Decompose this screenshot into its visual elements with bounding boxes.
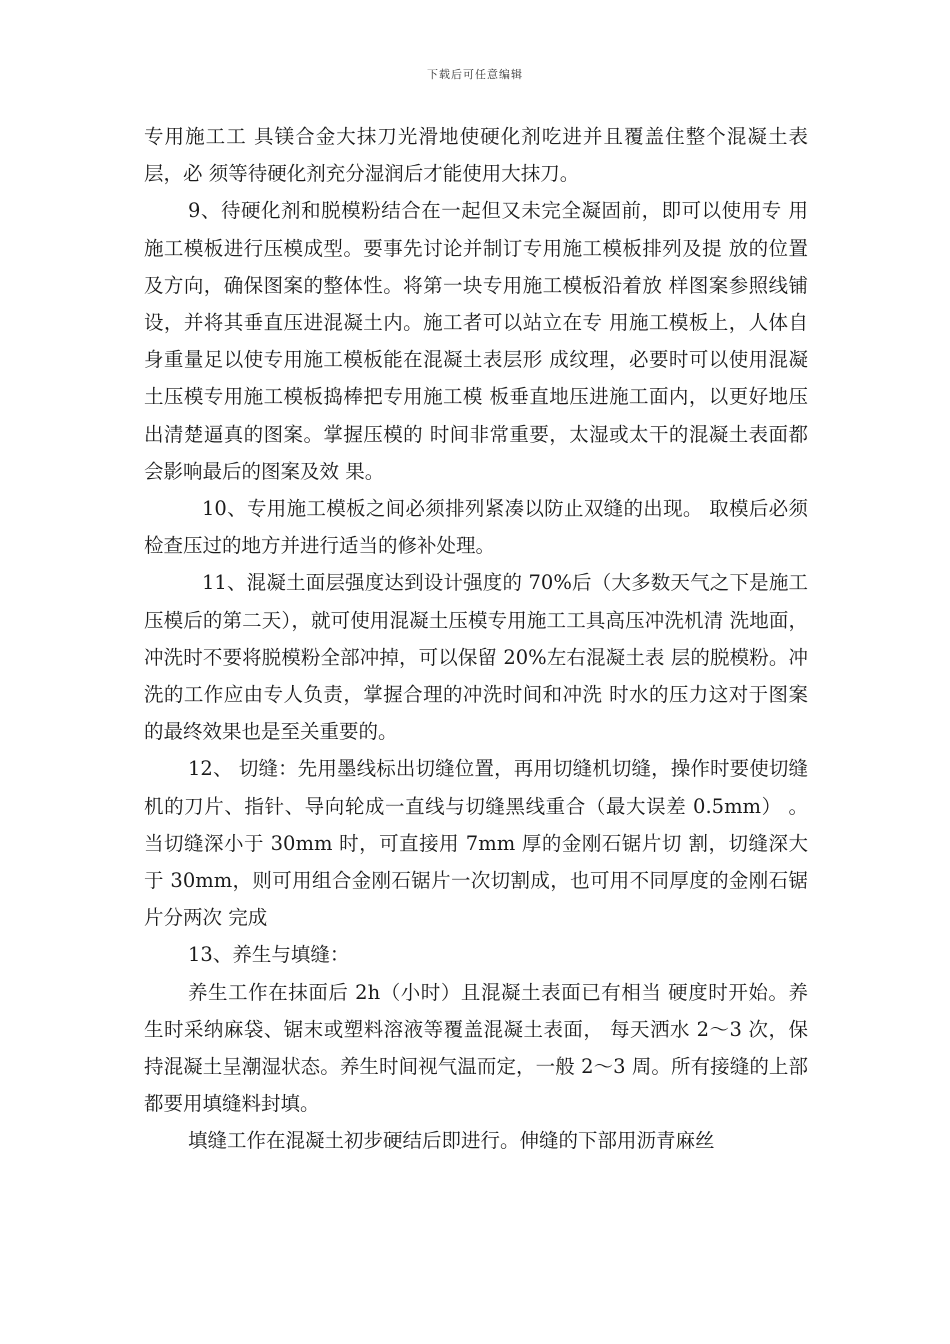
page-header: 下载后可任意编辑 [427,68,523,81]
paragraph-continuation: 专用施工工 具镁合金大抹刀光滑地使硬化剂吃进并且覆盖住整个混凝土表层，必 须等待硬化剂充分湿润后才能使用大抹刀。 [144,125,808,186]
paragraph-step-9: 9、待硬化剂和脱模粉结合在一起但又未完全凝固前，即可以使用专 用施工模板进行压模成型。要事先讨论并制订专用施工模板排列及提 放的位置及方向，确保图案的整体性。将第一块专用施工模板沿着放 样图案参照线铺设，并将其垂直压进混凝土内。施工者可以站立在专 用施工模板上，人体自身重量足以使专用施工模板能在混凝土表层形 成纹理，必要时可以使用混凝土压模专用施工模板捣棒把专用施工模 板垂直地压进施工面内，以更好地压出清楚逼真的图案。掌握压模的 时间非常重要，太湿或太干的混凝土表面都会影响最后的图案及效 果。 [144,199,808,483]
paragraph-joint-filling: 填缝工作在混凝土初步硬结后即进行。伸缝的下部用沥青麻丝 [188,1129,715,1153]
paragraph-curing: 养生工作在抹面后 2h（小时）且混凝土表面已有相当 硬度时开始。养生时采纳麻袋、锯末或塑料溶液等覆盖混凝土表面， 每天洒水 2～3 次，保持混凝土呈潮湿状态。养生时间视气温而定，一般 2～3 周。所有接缝的上部都要用填缝料封填。 [144,980,808,1116]
paragraph-step-10: 10、专用施工模板之间必须排列紧凑以防止双缝的出现。 取模后必须检查压过的地方并进行适当的修补处理。 [144,497,808,558]
paragraph-step-12: 12、 切缝：先用墨线标出切缝位置，再用切缝机切缝，操作时要使切缝 机的刀片、指针、导向轮成一直线与切缝黑线重合（最大误差 0.5mm） 。当切缝深小于 30mm 时，可直接用 7mm 厚的金刚石锯片切 割，切缝深大于 30mm，则可用组合金刚石锯片一次切割成，也可用不同厚度的金刚石锯片分两次 完成 [144,757,808,930]
document-body [144,118,808,1160]
paragraph-step-11: 11、混凝土面层强度达到设计强度的 70%后（大多数天气之下是施工压模后的第二天），就可使用混凝土压模专用施工工具高压冲洗机清 洗地面，冲洗时不要将脱模粉全部冲掉，可以保留 20%左右混凝土表 层的脱模粉。冲洗的工作应由专人负责，掌握合理的冲洗时间和冲洗 时水的压力这对于图案的最终效果也是至关重要的。 [144,571,808,744]
paragraph-step-13-heading: 13、养生与填缝： [188,943,350,967]
